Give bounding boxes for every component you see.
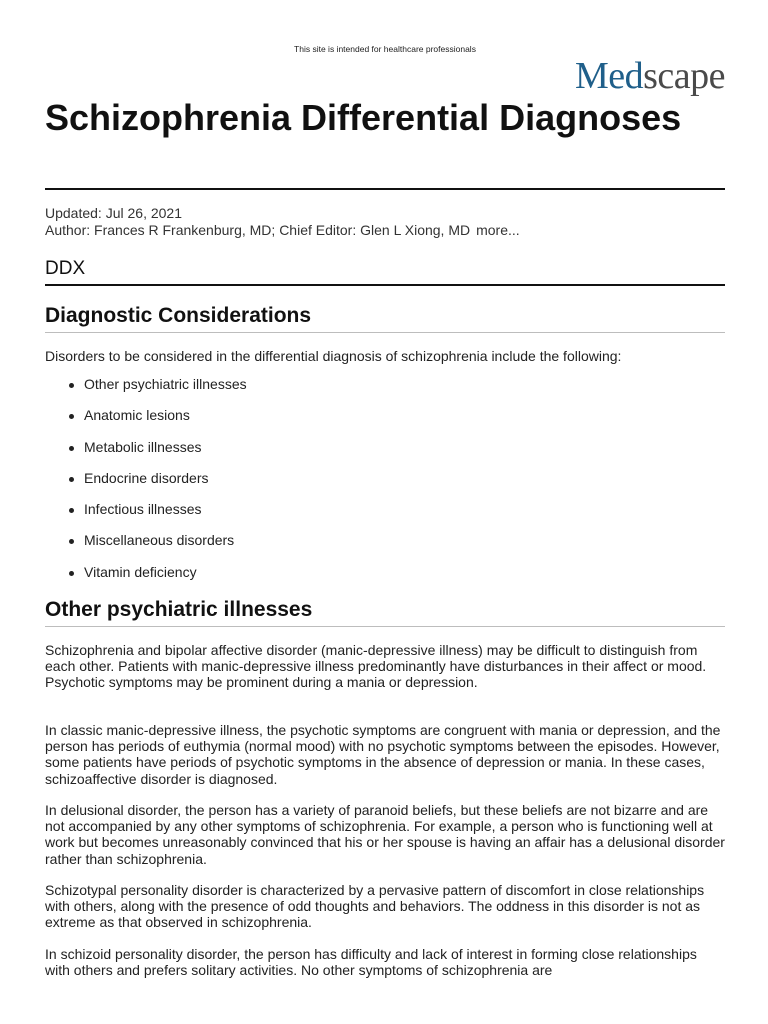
list-item-text: Infectious illnesses: [84, 501, 202, 518]
author-text: Author: Frances R Frankenburg, MD; Chief Editor: Glen L Xiong, MD: [45, 222, 471, 238]
bullet-icon: [69, 477, 74, 482]
more-link[interactable]: more...: [476, 222, 520, 238]
list-item: [45, 376, 247, 393]
list-item-text: Miscellaneous disorders: [84, 532, 235, 549]
ddx-list: [45, 376, 247, 595]
list-item-text: Anatomic lesions: [84, 407, 190, 424]
list-item-text: Endocrine disorders: [84, 469, 209, 486]
author-line: [45, 222, 520, 239]
list-item: [45, 564, 247, 581]
paragraph: Schizotypal personality disorder is characterized by a pervasive pattern of discomfort in close relationships with others, along with the presence of odd thoughts and behaviors. The oddness in this disorder is not as extreme as that observed in schizophrenia.: [45, 882, 705, 931]
article-meta: [45, 205, 520, 239]
medscape-logo[interactable]: [575, 54, 725, 98]
logo-part-med: Med: [574, 55, 644, 97]
bullet-icon: [69, 383, 74, 388]
bullet-icon: [69, 508, 74, 513]
heading-underline: [45, 332, 725, 333]
list-item: [45, 407, 247, 424]
paragraph: In delusional disorder, the person has a variety of paranoid beliefs, but these beliefs are not bizarre and are not accompanied by any other symptoms of schizophrenia. For example, a person who is functioning well at work but becomes unreasonably convinced that his or her spouse is having an affair has a delusional disorder rather than schizophrenia.: [45, 802, 725, 867]
heading-underline: [45, 626, 725, 627]
bullet-icon: [69, 414, 74, 419]
paragraph: In schizoid personality disorder, the person has difficulty and lack of interest in forming close relationships with others and prefers solitary activities. No other symptoms of schizophrenia are: [45, 946, 697, 979]
updated-date: Updated: Jul 26, 2021: [45, 205, 182, 221]
list-item-text: Other psychiatric illnesses: [84, 376, 247, 392]
section-divider: [45, 284, 725, 286]
list-item-text: Vitamin deficiency: [84, 563, 197, 580]
diagnostic-intro: Disorders to be considered in the differential diagnosis of schizophrenia include the following:: [45, 348, 622, 364]
professional-notice: This site is intended for healthcare professionals: [294, 44, 476, 54]
page-title: Schizophrenia Differential Diagnoses: [45, 97, 682, 138]
heading-other-psychiatric-illnesses: Other psychiatric illnesses: [45, 598, 313, 621]
bullet-icon: [69, 446, 74, 451]
paragraph: In classic manic-depressive illness, the psychotic symptoms are congruent with mania or depression, and the person has periods of euthymia (normal mood) with no psychotic symptoms between the episodes. However, some patients have periods of psychotic symptoms in the absence of depression or mania. In these cases, schizoaffective disorder is diagnosed.: [45, 722, 721, 787]
bullet-icon: [69, 571, 74, 576]
list-item: [45, 470, 247, 487]
heading-diagnostic-considerations: Diagnostic Considerations: [45, 304, 312, 327]
paragraph: Schizophrenia and bipolar affective disorder (manic-depressive illness) may be difficult to distinguish from each other. Patients with manic-depressive illness predominantly have disturbances in their affect or mood. Psychotic symptoms may be prominent during a mania or depression.: [45, 642, 707, 691]
list-item: [45, 501, 247, 518]
list-item: [45, 532, 247, 549]
list-item-text: Metabolic illnesses: [84, 438, 202, 455]
bullet-icon: [69, 539, 74, 544]
list-item: [45, 439, 247, 456]
title-divider: [45, 188, 725, 190]
logo-part-scape: scape: [643, 55, 725, 97]
section-label-ddx: DDX: [45, 258, 86, 279]
